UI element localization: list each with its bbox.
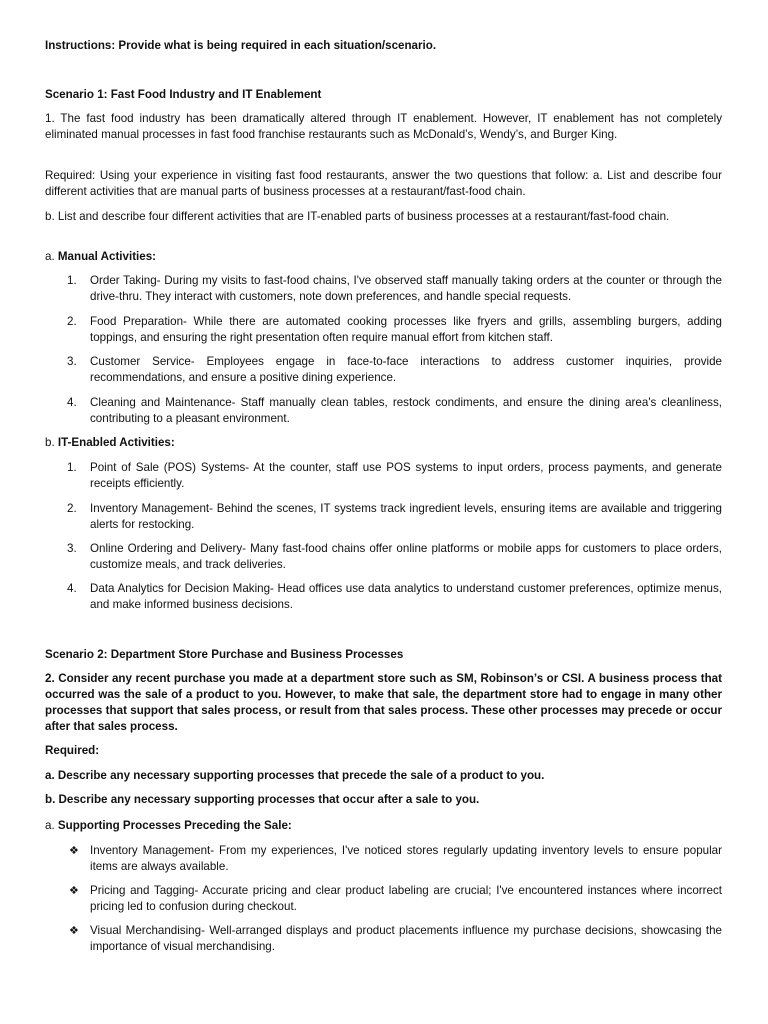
scenario2-heading: Scenario 2: Department Store Purchase and Business Processes [45,648,404,661]
scenario2-intro: 2. Consider any recent purchase you made at a department store such as SM, Robinson’s or CSI. A business process that occurred was the sale of a product to you. However, to make that sale, the department store had to engage in many other processes that support that sales process, or result from that sales process. These other processes may precede or occur after that sales process. [45,672,722,733]
list-item-text: Point of Sale (POS) Systems- At the counter, staff use POS systems to input orders, process payments, and generate receipts efficiently. [90,461,722,490]
scenario1-required-b: b. List and describe four different activities that are IT-enabled parts of business processes at a restaurant/fast-food chain. [45,210,670,223]
list-item-number: 3. [67,542,77,555]
list-item-number: 1. [67,274,77,287]
list-item-number: 1. [67,461,77,474]
it-enabled-prefix: b. [45,436,58,449]
preceding-prefix: a. [45,819,58,832]
scenario1-heading: Scenario 1: Fast Food Industry and IT Enablement [45,88,322,101]
scenario2-required-a: a. Describe any necessary supporting processes that precede the sale of a product to you. [45,769,545,782]
diamond-bullet-icon: ❖ [69,925,79,937]
it-enabled-title: IT-Enabled Activities: [57,436,175,449]
list-item-text: Customer Service- Employees engage in face-to-face interactions to address customer inquiries, provide recommendations, and ensure a positive dining experience. [90,355,722,384]
manual-activities-heading [45,249,722,265]
list-item-number: 2. [67,502,77,515]
manual-activities-title: Manual Activities: [57,250,157,263]
list-item-text: Cleaning and Maintenance- Staff manually clean tables, restock condiments, and ensure the dining area's cleanliness, contributing to a pleasant environment. [90,396,722,425]
manual-activities-prefix: a. [45,250,58,263]
list-item-text: Food Preparation- While there are automated cooking processes like fryers and grills, assembling burgers, adding toppings, and ensuring the right presentation often require manual effort from kitchen staff. [90,315,722,344]
list-item-number: 4. [67,582,77,595]
list-item-text: Data Analytics for Decision Making- Head offices use data analytics to understand customer preferences, optimize menus, and make informed business decisions. [90,582,722,611]
scenario1-intro: 1. The fast food industry has been dramatically altered through IT enablement. However, IT enablement has not completely eliminated manual processes in fast food franchise restaurants such as McDonald’s, Wendy’s, and Burger King. [45,112,722,141]
list-item-text: Pricing and Tagging- Accurate pricing and clear product labeling are crucial; I've encountered instances where incorrect pricing led to confusion during checkout. [90,884,722,913]
scenario1-required-a: Required: Using your experience in visiting fast food restaurants, answer the two questions that follow: a. List and describe four different activities that are manual parts of business processes at a restaurant/fast-food chain. [45,169,722,198]
list-item-text: Inventory Management- Behind the scenes, IT systems track ingredient levels, ensuring items are available and triggering alerts for restocking. [90,502,722,531]
it-enabled-activities-heading [45,435,722,451]
instructions-text: Instructions: Provide what is being required in each situation/scenario. [45,39,437,52]
list-item-text: Online Ordering and Delivery- Many fast-food chains offer online platforms or mobile apps for customers to place orders, customize meals, and track deliveries. [90,542,722,571]
preceding-processes-heading [45,818,722,834]
list-item-number: 2. [67,315,77,328]
scenario2-required-b: b. Describe any necessary supporting processes that occur after a sale to you. [45,793,480,806]
diamond-bullet-icon: ❖ [69,885,79,897]
diamond-bullet-icon: ❖ [69,845,79,857]
scenario2-required: Required: [45,744,100,757]
list-item-text: Order Taking- During my visits to fast-food chains, I've observed staff manually taking orders at the counter or through the drive-thru. They interact with customers, note down preferences, and handle special requests. [90,274,722,303]
list-item-text: Inventory Management- From my experiences, I've noticed stores regularly updating inventory levels to ensure popular items are always available. [90,844,722,873]
list-item-number: 4. [67,396,77,409]
preceding-title: Supporting Processes Preceding the Sale: [57,819,292,832]
list-item-number: 3. [67,355,77,368]
list-item-text: Visual Merchandising- Well-arranged displays and product placements influence my purchase decisions, showcasing the importance of visual merchandising. [90,924,722,953]
